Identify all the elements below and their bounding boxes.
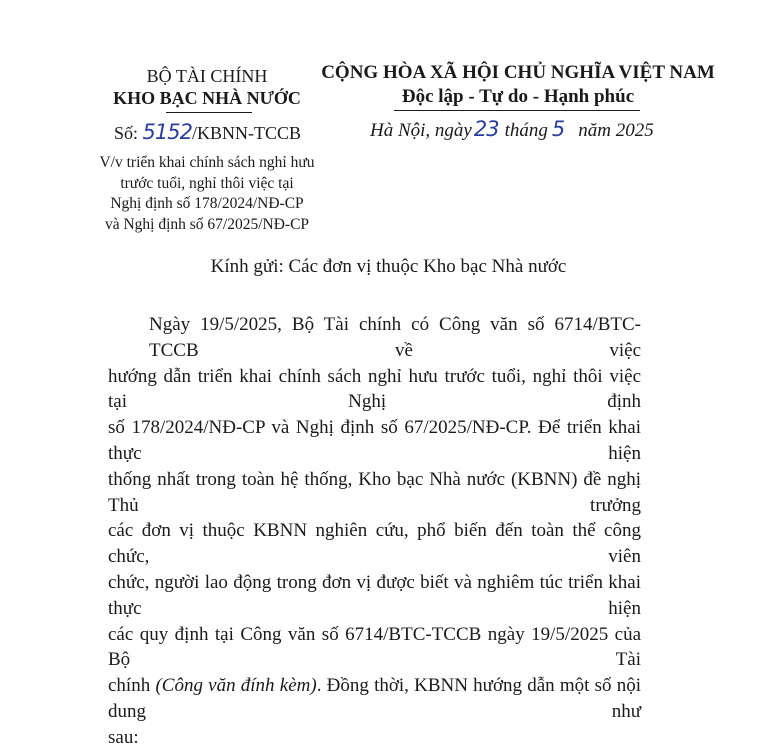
body-line: số 178/2024/NĐ-CP và Nghị định số 67/2025/NĐ-CP. Để triển khai thực hiện xyxy=(108,417,641,464)
body-line: hướng dẫn triển khai chính sách nghỉ hưu trước tuổi, nghỉ thôi việc tại Nghị định xyxy=(108,365,641,413)
motto-underline xyxy=(394,110,640,111)
body-line: các quy định tại Công văn số 6714/BTC-TCCB ngày 19/5/2025 của Bộ Tài xyxy=(108,623,641,671)
number-prefix: Số: xyxy=(114,123,139,143)
body-line: sau: xyxy=(108,726,139,748)
date-line xyxy=(370,117,654,142)
recipient-line: Kính gửi: Các đơn vị thuộc Kho bạc Nhà nước xyxy=(210,256,567,277)
year-text: năm 2025 xyxy=(578,120,654,141)
number-handwritten: 5152 xyxy=(142,120,192,144)
month-label: tháng xyxy=(504,120,548,141)
body-text: chính xyxy=(108,675,151,697)
body-text: . Đồng thời, KBNN hướng dẫn một số nội dung như xyxy=(108,675,642,722)
subject-line: trước tuổi, nghỉ thôi việc tại xyxy=(120,174,294,192)
day-handwritten: 23 xyxy=(473,117,499,141)
body-line: các đơn vị thuộc KBNN nghiên cứu, phổ biến đến toàn thể công chức, viên xyxy=(108,520,641,568)
ministry-name: BỘ TÀI CHÍNH xyxy=(146,66,268,86)
subject-line: và Nghị định số 67/2025/NĐ-CP xyxy=(104,215,310,233)
month-handwritten: 5 xyxy=(551,117,565,141)
body-line: thống nhất trong toàn hệ thống, Kho bạc Nhà nước (KBNN) đề nghị Thủ trưởng xyxy=(108,468,641,516)
date-prefix: Hà Nội, ngày xyxy=(370,120,472,141)
country-name: CỘNG HÒA XÃ HỘI CHỦ NGHĨA VIỆT NAM xyxy=(321,62,715,83)
body-line xyxy=(108,673,641,725)
subject-line: V/v triển khai chính sách nghỉ hưu xyxy=(99,154,315,171)
document-number xyxy=(114,120,301,144)
attachment-note: (Công văn đính kèm) xyxy=(155,675,317,697)
agency-underline xyxy=(166,112,252,113)
number-suffix: /KBNN-TCCB xyxy=(191,123,301,143)
agency-name: KHO BẠC NHÀ NƯỚC xyxy=(113,88,301,108)
subject-block xyxy=(98,153,316,235)
body-line: chức, người lao động trong đơn vị được biết và nghiêm túc triển khai thực hiện xyxy=(108,571,641,619)
body-line: Ngày 19/5/2025, Bộ Tài chính có Công văn số 6714/BTC-TCCB về việc xyxy=(149,314,641,361)
body-paragraph xyxy=(108,312,641,751)
national-motto: Độc lập - Tự do - Hạnh phúc xyxy=(401,86,635,107)
subject-line: Nghị định số 178/2024/NĐ-CP xyxy=(110,195,304,212)
